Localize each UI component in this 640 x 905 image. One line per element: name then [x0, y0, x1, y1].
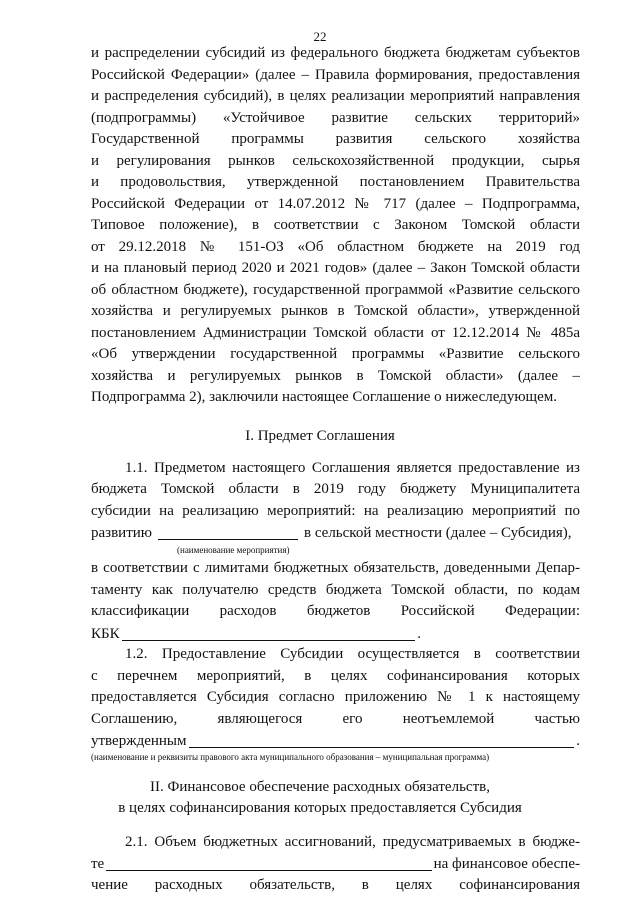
- paragraph-line: субсидии на реализацию мероприятий: на реализацию мероприятий по: [91, 503, 580, 519]
- intro-line: и на плановый период 2020 и 2021 годов» (далее – Закон Томской области: [91, 260, 580, 276]
- paragraph-line: 1.1. Предметом настоящего Соглашения является предоставление из: [125, 460, 580, 476]
- development-line: [91, 522, 580, 544]
- paragraph-line: с перечнем мероприятий, в целях софинансирования которых: [91, 668, 580, 684]
- budget-tail: на финансовое обеспе-: [433, 855, 580, 872]
- paragraph-line: чение расходных обязательств, в целях софинансирования: [91, 877, 580, 893]
- intro-line: и распределения субсидий), в целях реализации мероприятий направления: [91, 88, 580, 104]
- paragraph-line: 2.1. Объем бюджетных ассигнований, предусматриваемых в бюдже-: [125, 834, 580, 850]
- page-number: 22: [313, 29, 327, 44]
- intro-line: Российской Федерации» (далее – Правила формирования, предоставления: [91, 67, 580, 83]
- development-tail: в сельской местности (далее – Субсидия),: [303, 524, 572, 541]
- intro-line: и регулирования рынков сельскохозяйственной продукции, сырья: [91, 153, 580, 169]
- intro-line: об областном бюджете), государственной программой «Развитие сельского: [91, 282, 580, 298]
- intro-line: от 29.12.2018 № 151-ОЗ «Об областном бюджете на 2019 год: [91, 239, 580, 255]
- measure-caption: (наименование мероприятия): [177, 545, 290, 555]
- paragraph-line: классификации расходов бюджетов Российской Федерации:: [91, 603, 580, 619]
- approved-end: .: [576, 732, 580, 749]
- paragraph-line: предоставляется Субсидия согласно приложению № 1 к настоящему: [91, 689, 580, 705]
- section-heading: II. Финансовое обеспечение расходных обязательств,: [150, 779, 490, 795]
- intro-line: хозяйства и регулируемых рынков в Томской области», утвержденной: [91, 303, 580, 319]
- legal-act-caption: (наименование и реквизиты правового акта муниципального образования – муниципальная программа): [91, 752, 490, 762]
- kbk-blank[interactable]: [122, 626, 416, 641]
- approved-line: [91, 730, 580, 752]
- paragraph-line: бюджета Томской области в 2019 году бюджету Муниципалитета: [91, 481, 580, 497]
- intro-line: постановлением Администрации Томской области от 12.12.2014 № 485а: [91, 325, 580, 341]
- legal-act-blank[interactable]: [189, 733, 575, 748]
- kbk-label: КБК: [91, 625, 120, 642]
- budget-label: те: [91, 855, 105, 872]
- budget-blank[interactable]: [106, 856, 431, 871]
- intro-line: «Об утверждении государственной программы «Развитие сельского: [91, 346, 580, 362]
- paragraph-line: таменту как получателю средств бюджета Томской области, по кодам: [91, 582, 580, 598]
- paragraph-line: 1.2. Предоставление Субсидии осуществляется в соответствии: [125, 646, 580, 662]
- section-heading: в целях софинансирования которых предоставляется Субсидия: [118, 800, 522, 816]
- approved-label: утвержденным: [91, 732, 187, 749]
- measure-name-blank[interactable]: [158, 525, 298, 540]
- intro-line: Российской Федерации от 14.07.2012 № 717 (далее – Подпрограмма,: [91, 196, 580, 212]
- paragraph-line: Соглашению, являющегося его неотъемлемой частью: [91, 711, 580, 727]
- intro-line: Подпрограмма 2), заключили настоящее Соглашение о нижеследующем.: [91, 389, 558, 405]
- intro-line: и продовольствия, утвержденной постановлением Правительства: [91, 174, 580, 190]
- kbk-line: [91, 623, 421, 645]
- intro-line: хозяйства и регулируемых рынков в Томской области» (далее –: [91, 368, 580, 384]
- section-heading: I. Предмет Соглашения: [245, 428, 395, 444]
- development-label: развитию: [91, 524, 152, 541]
- intro-line: (подпрограммы) «Устойчивое развитие сельских территорий»: [91, 110, 580, 126]
- kbk-end: .: [417, 625, 421, 642]
- budget-line: [91, 853, 580, 875]
- intro-line: Государственной программы развития сельского хозяйства: [91, 131, 580, 147]
- paragraph-line: в соответствии с лимитами бюджетных обязательств, доведенными Депар-: [91, 560, 580, 576]
- intro-line: и распределении субсидий из федерального бюджета бюджетам субъектов: [91, 45, 580, 61]
- intro-line: Типовое положение), в соответствии с Законом Томской области: [91, 217, 580, 233]
